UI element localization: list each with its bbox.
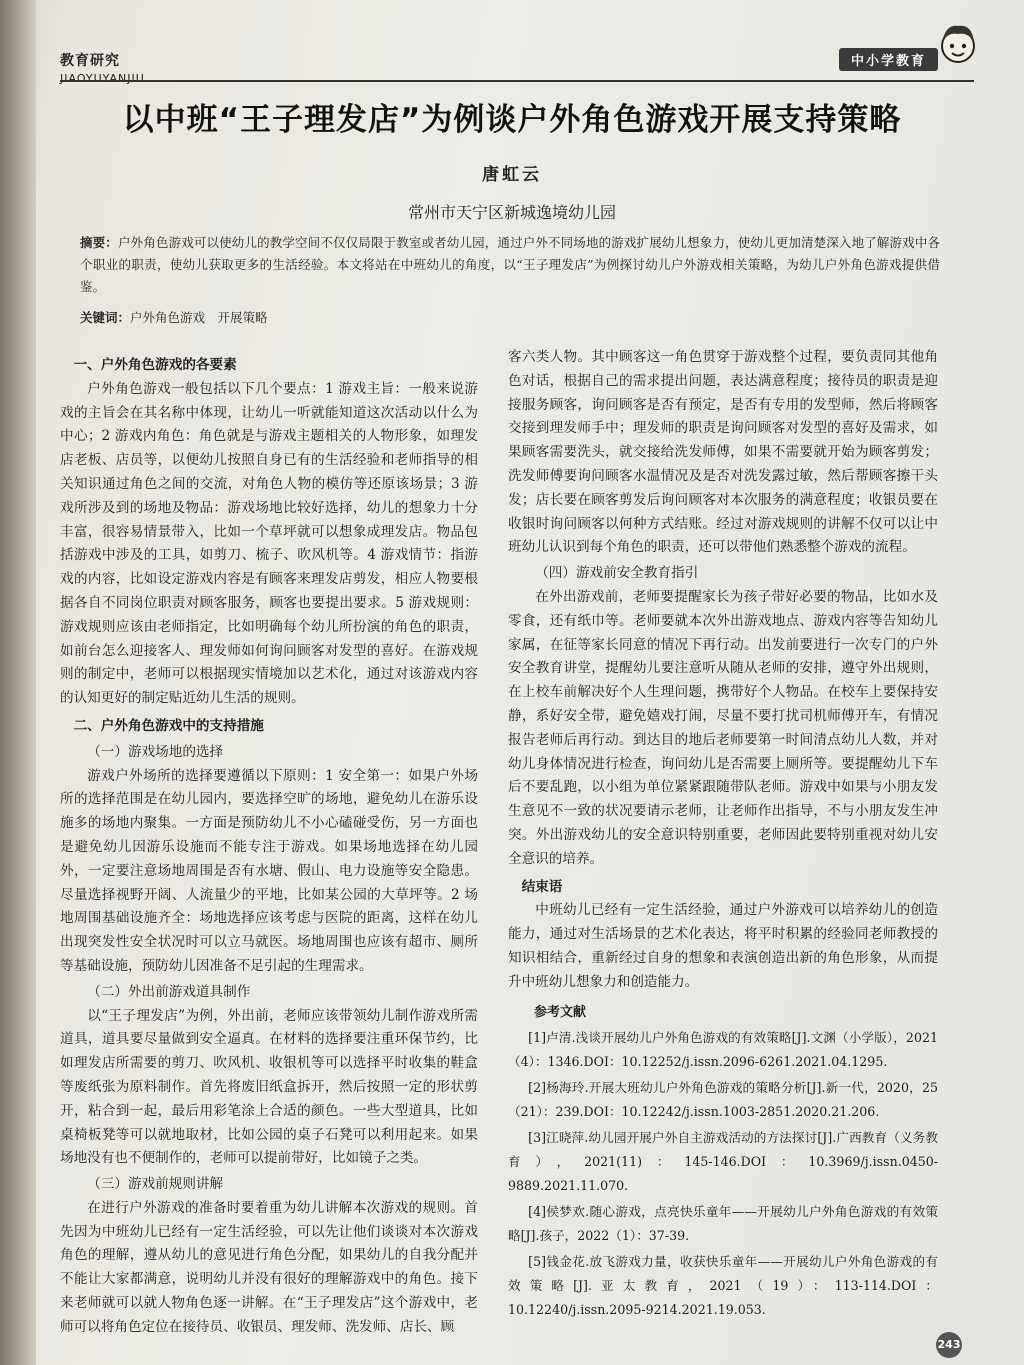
subsection-heading: （三）游戏前规则讲解 — [87, 1176, 224, 1193]
section-name: 教育研究 — [60, 53, 120, 69]
keywords-text: 户外角色游戏 开展策略 — [130, 310, 268, 325]
paragraph: 客六类人物。其中顾客这一角色贯穿于游戏整个过程，要负责同其他角色对话，根据自己的需求提出问题，表达满意程度；接待员的职责是迎接服务顾客，询问顾客是否有预定，是否有专用的发型师，然后将顾客交接到理发师手中；理发师的职责是询问顾客对发型的喜好及需求，如果顾客需要洗头，就交接给洗发师傅，如果不需要就开始为顾客剪发；洗发师傅要询问顾客水温情况及是否对洗发露过敏，然后帮顾客擦干头发；店长要在顾客剪发后询问顾客对本次服务的满意程度；收银员要在收银时询问顾客以何种方式结账。经过对游戏规则的讲解不仅可以让中班幼儿认识到每个角色的职责，还可以带他们熟悉整个游戏的流程。 — [508, 349, 938, 556]
subsection-heading: （二）外出前游戏道具制作 — [87, 983, 251, 1000]
conclusion-heading: 结束语 — [521, 878, 563, 895]
abstract-label: 摘要： — [80, 235, 118, 250]
mascot-icon — [932, 18, 984, 70]
paragraph: 以“王子理发店”为例，外出前，老师应该带领幼儿制作游戏所需道具，道具要尽量做到安全逼真。在材料的选择要注重环保节约，比如理发店所需要的剪刀、吹风机、收银机等可以选择平时收集的鞋盒等废纸张为原料制作。首先将废旧纸盒拆开，然后按照一定的形状剪开，粘合到一起，最后用彩笔涂上合适的颜色。一些大型道具，比如桌椅板凳等可以就地取材，比如公园的桌子石凳可以利用起来。如果场地没有也不便制作的，老师可以提前带好，比如镜子之类。 — [60, 1007, 478, 1167]
right-column — [508, 346, 938, 1322]
references-heading: 参考文献 — [534, 1004, 587, 1020]
header-rule — [60, 80, 974, 82]
reference-item: [4]侯梦欢.随心游戏，点亮快乐童年——开展幼儿户外角色游戏的有效策略[J].孩子，2022（1）：37-39. — [508, 1204, 938, 1244]
page-number: 243 — [936, 1332, 962, 1358]
section-heading: 一、户外角色游戏的各要素 — [73, 357, 237, 373]
reference-item: [3]江晓萍.幼儿园开展户外自主游戏活动的方法探讨[J].广西教育（义务教育），2021(11)：145-146.DOI：10.3969/j.issn.0450-9889.2021.11.070. — [508, 1130, 938, 1194]
journal-badge: 中小学教育 — [839, 48, 938, 71]
paragraph: 在进行户外游戏的准备时要着重为幼儿讲解本次游戏的规则。首先因为中班幼儿已经有一定生活经验，可以先让他们谈谈对本次游戏角色的理解，遵从幼儿的意见进行角色分配，如果幼儿的自我分配并不能让大家都满意，说明幼儿并没有很好的理解游戏中的角色。接下来老师就可以就人物角色逐一讲解。在“王子理发店”这个游戏中，老师可以将角色定位在接待员、收银员、理发师、洗发师、店长、顾 — [60, 1199, 478, 1335]
article-author: 唐虹云 — [482, 165, 542, 185]
reference-item: [5]钱金花.放飞游戏力量，收获快乐童年——开展幼儿户外角色游戏的有效策略[J].亚太教育，2021（19）：113-114.DOI：10.12240/j.issn.2095-9214.2021.19.053. — [508, 1254, 938, 1318]
keywords-label: 关键词： — [80, 310, 131, 325]
paragraph: 游戏户外场所的选择要遵循以下原则：1 安全第一：如果户外场所的选择范围是在幼儿园内，要选择空旷的场地，避免幼儿在游乐设施多的场地内聚集。一方面是预防幼儿不小心磕碰受伤，另一方面也是避免幼儿因游乐设施而不能专注于游戏。如果场地选择在幼儿园外，一定要注意场地周围是否有水塘、假山、电力设施等安全隐患。尽量选择视野开阔、人流量少的平地，比如某公园的大草坪等。2 场地周围基础设施齐全：场地选择应该考虑与医院的距离，这样在幼儿出现突发性安全状况时可以立马就医。场地周围也应该有超市、厕所等基础设施，预防幼儿因准备不足引起的生理需求。 — [60, 767, 478, 974]
reference-item: [2]杨海玲.开展大班幼儿户外角色游戏的策略分析[J].新一代，2020，25（21）：239.DOI：10.12242/j.issn.1003-2851.2020.21.206. — [508, 1080, 938, 1120]
author-affiliation: 常州市天宁区新城逸境幼儿园 — [407, 203, 616, 222]
section-heading: 二、户外角色游戏中的支持措施 — [73, 717, 264, 734]
left-column — [60, 350, 478, 1340]
paragraph: 在外出游戏前，老师要提醒家长为孩子带好必要的物品，比如水及零食，还有纸巾等。老师要就本次外出游戏地点、游戏内容等告知幼儿家属，在征等家长同意的情况下再行动。出发前要进行一次专门的户外安全教育讲堂，提醒幼儿要注意听从随从老师的安排，遵守外出规则，在上校车前解决好个人生理问题，携带好个人物品。在校车上要保持安静，系好安全带，避免嬉戏打闹，尽量不要打扰司机师傅开车，有情况报告老师后再行动。到达目的地后老师要第一时间清点幼儿人数，并对幼儿身体情况进行检查，询问幼儿是否需要上厕所等。要提醒幼儿下车后不要乱跑，以小组为单位紧紧跟随带队老师。游戏中如果与小朋友发生意见不一致的状况要请示老师，让老师作出指导，不与小朋友发生冲突。外出游戏幼儿的安全意识特别重要，老师因此要特别重视对幼儿安全意识的培养。 — [508, 588, 938, 867]
subsection-heading: （四）游戏前安全教育指引 — [535, 565, 699, 582]
paragraph: 户外角色游戏一般包括以下几个要点：1 游戏主旨：一般来说游戏的主旨会在其名称中体现，让幼儿一听就能知道这次活动以什么为中心；2 游戏内角色：角色就是与游戏主题相关的人物形象，如理发店老板、店员等，以便幼儿按照自身已有的生活经验和老师指导的相关知识通过角色之间的交流，对角色人物的模仿等还原该场景；3 游戏所涉及到的场地及物品：游戏场地比较好选择，幼儿的想象力十分丰富，很容易情景带入，比如一个草坪就可以想象成理发店。物品包括游戏中涉及的工具，如剪刀、梳子、吹风机等。4 游戏情节：指游戏的内容，比如设定游戏内容是有顾客来理发店剪发，相应人物要根据各自不同岗位职责对顾客服务，顾客也要提出要求。5 游戏规则：游戏规则应该由老师指定，比如明确每个幼儿所扮演的角色的职责，如前台怎么迎接客人、理发师如何询问顾客对发型的喜好。在游戏规则的制定中，老师可以根据现实情境加以艺术化，通过对该游戏内容的认知更好的制定贴近幼儿生活的规则。 — [60, 380, 478, 707]
abstract-text: 户外角色游戏可以使幼儿的教学空间不仅仅局限于教室或者幼儿园，通过户外不同场地的游戏扩展幼儿想象力，使幼儿更加清楚深入地了解游戏中各个职业的职责，使幼儿获取更多的生活经验。本文将站在中班幼儿的角度，以“王子理发店”为例探讨幼儿户外游戏相关策略，为幼儿户外角色游戏提供借鉴。 — [80, 235, 940, 294]
keywords — [80, 308, 268, 326]
article-title: 以中班“王子理发店”为例谈户外角色游戏开展支持策略 — [122, 102, 902, 138]
subsection-heading: （一）游戏场地的选择 — [87, 743, 224, 760]
reference-item: [1]卢清.浅谈开展幼儿户外角色游戏的有效策略[J].文渊（小学版），2021（4）：1346.DOI：10.12252/j.issn.2096-6261.2021.04.1295. — [508, 1030, 938, 1070]
paragraph: 中班幼儿已经有一定生活经验，通过户外游戏可以培养幼儿的创造能力，通过对生活场景的艺术化表达，将平时积累的经验同老师教授的知识相结合，重新经过自身的想象和表演创造出新的角色形象，从而提升中班幼儿想象力和创造能力。 — [508, 902, 938, 990]
section-name-pinyin: JIAOYUYANJIU — [60, 72, 145, 85]
abstract — [80, 232, 940, 298]
